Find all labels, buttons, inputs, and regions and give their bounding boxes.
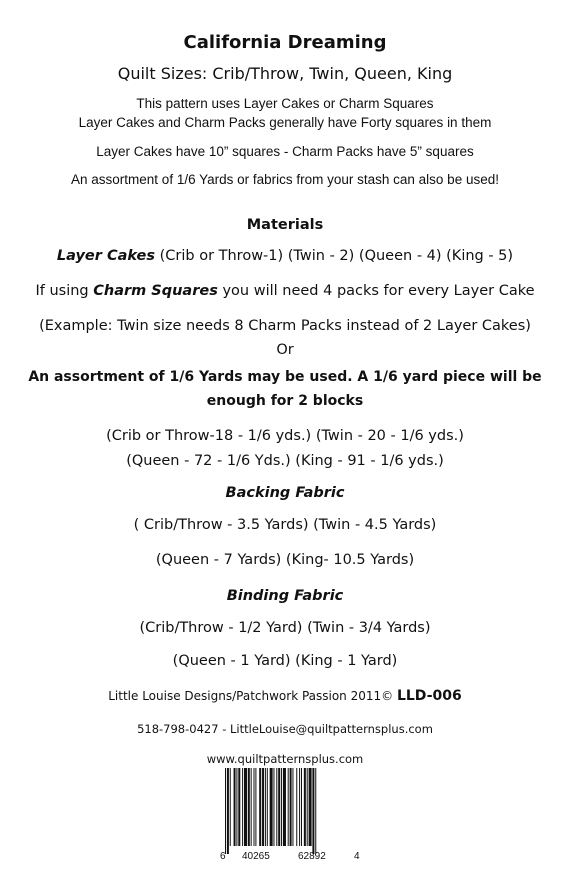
yards-line-2: (Queen - 72 - 1/6 Yds.) (King - 91 - 1/6 yds.) — [126, 453, 444, 469]
barcode-bar — [296, 768, 297, 846]
barcode-bar — [307, 768, 308, 846]
barcode-bar — [254, 768, 255, 846]
charm-prefix: If using — [35, 283, 94, 299]
charm-squares-line — [0, 283, 570, 299]
copyright-text: Little Louise Designs/Patchwork Passion 2011© — [108, 689, 397, 703]
barcode-group-2: 62892 — [298, 851, 326, 862]
intro-line-1: This pattern uses Layer Cakes or Charm Squares — [136, 96, 434, 111]
barcode-bar — [230, 768, 231, 846]
charm-suffix: you will need 4 packs for every Layer Cake — [217, 283, 535, 299]
barcode-bar — [270, 768, 273, 846]
barcode-bar — [251, 768, 252, 846]
barcode-bar — [225, 768, 226, 854]
materials-heading: Materials — [246, 217, 324, 233]
page-title: California Dreaming — [183, 32, 387, 53]
barcode-group-1: 40265 — [242, 851, 270, 862]
quilt-sizes: Quilt Sizes: Crib/Throw, Twin, Queen, King — [117, 64, 453, 83]
binding-line-2: (Queen - 1 Yard) (King - 1 Yard) — [172, 653, 398, 669]
layer-cakes-line — [0, 248, 570, 264]
barcode-bar — [244, 768, 247, 846]
barcode-bar — [236, 768, 237, 846]
barcode-digits — [220, 851, 360, 865]
layer-cakes-quantities: (Crib or Throw-1) (Twin - 2) (Queen - 4) (King - 5) — [155, 248, 514, 264]
barcode-image — [225, 768, 349, 854]
barcode-bar — [283, 768, 286, 846]
pattern-code: LLD-006 — [396, 688, 462, 704]
barcode-bar — [265, 768, 266, 846]
backing-line-2: (Queen - 7 Yards) (King- 10.5 Yards) — [155, 552, 415, 568]
barcode-bar — [288, 768, 289, 846]
backing-line-1: ( Crib/Throw - 3.5 Yards) (Twin - 4.5 Yards) — [133, 517, 437, 533]
website-line: www.quiltpatternsplus.com — [206, 752, 364, 766]
barcode-bar — [315, 768, 316, 854]
binding-line-1: (Crib/Throw - 1/2 Yard) (Twin - 3/4 Yards) — [139, 620, 431, 636]
assortment-line-2: enough for 2 blocks — [206, 393, 364, 409]
or-line: Or — [276, 342, 294, 358]
barcode-bar — [304, 768, 306, 846]
copyright-line — [0, 688, 570, 704]
barcode-bar — [278, 768, 280, 846]
barcode-bar — [259, 768, 261, 846]
barcode-bar — [227, 768, 229, 854]
barcode-digit-first: 6 — [220, 851, 226, 862]
barcode-bar — [281, 768, 282, 846]
contact-line: 518-798-0427 - LittleLouise@quiltpatternsplus.com — [137, 722, 433, 736]
barcode-bar — [276, 768, 277, 846]
barcode-bar — [292, 768, 293, 846]
charm-squares-label: Charm Squares — [93, 283, 218, 299]
barcode-bar — [238, 768, 240, 846]
layer-cakes-label: Layer Cakes — [56, 248, 155, 264]
barcode-bar — [312, 768, 314, 854]
barcode-bar — [309, 768, 312, 846]
barcode-bar — [262, 768, 264, 846]
assortment-line-1: An assortment of 1/6 Yards may be used. A 1/6 yard piece will be — [28, 369, 542, 385]
intro-line-3: Layer Cakes have 10” squares - Charm Packs have 5” squares — [96, 144, 474, 159]
barcode-bar — [234, 768, 236, 846]
barcode-bar — [299, 768, 300, 846]
barcode-bar — [267, 768, 268, 846]
barcode-bar — [248, 768, 250, 846]
barcode-digit-last: 4 — [354, 851, 360, 862]
yards-line-1: (Crib or Throw-18 - 1/6 yds.) (Twin - 20 - 1/6 yds.) — [106, 428, 464, 444]
barcode-bar — [290, 768, 292, 846]
intro-line-2: Layer Cakes and Charm Packs generally have Forty squares in them — [78, 115, 492, 130]
barcode-bar — [301, 768, 302, 846]
barcode-bar — [242, 768, 243, 846]
binding-heading: Binding Fabric — [226, 588, 344, 604]
barcode-bar — [273, 768, 274, 846]
intro-line-4: An assortment of 1/6 Yards or fabrics from your stash can also be used! — [71, 172, 499, 187]
example-line: (Example: Twin size needs 8 Charm Packs instead of 2 Layer Cakes) — [39, 318, 531, 334]
barcode-bar — [255, 768, 256, 846]
backing-heading: Backing Fabric — [225, 485, 345, 501]
